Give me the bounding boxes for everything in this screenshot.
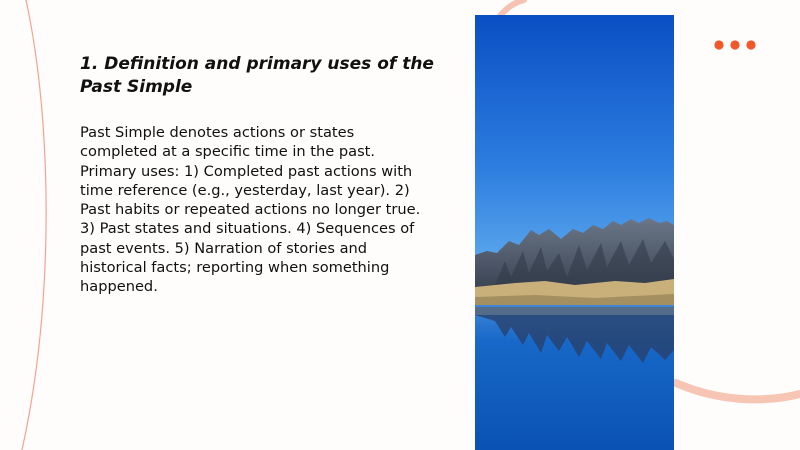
slide-body-text: Past Simple denotes actions or states completed at a specific time in the past. Primary uses: 1) Completed past actions with time reference (e.g., yesterday, last year). 2) Past habits or repeated actions no longer true. 3) Past states and situations. 4) Sequences of past events. 5) Narration of stories and historical facts; reporting when something happened. [80, 124, 421, 296]
bottom-right-accent-arc [676, 383, 800, 399]
mountain-lake-photo [475, 15, 674, 450]
reflection-shimmer [475, 307, 674, 315]
slide-title: 1. Definition and primary uses of the Past Simple [80, 54, 434, 97]
photo-illustration [475, 15, 674, 450]
top-accent-arc [500, 0, 524, 16]
left-arc-line [22, 0, 46, 450]
dots-menu-icon [714, 40, 756, 50]
